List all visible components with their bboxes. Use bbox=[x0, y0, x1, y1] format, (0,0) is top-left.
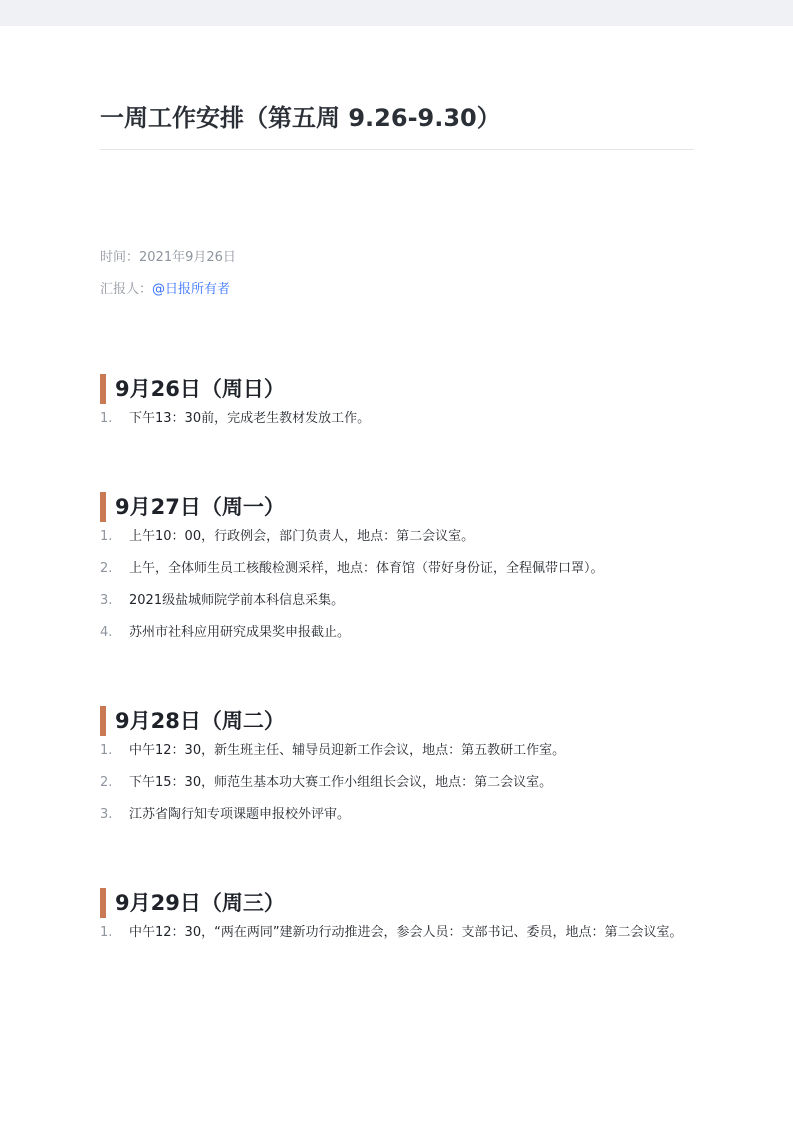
list-item-text: 中午12：30，“两在两同”建新功行动推进会，参会人员：支部书记、委员，地点：第二会议室。 bbox=[129, 925, 683, 940]
day-heading-text: 9月29日（周三） bbox=[115, 891, 285, 915]
list-number: 1. bbox=[100, 925, 113, 940]
list-number: 3. bbox=[100, 807, 113, 822]
list-number: 1. bbox=[100, 743, 113, 758]
list-item-text: 下午13：30前，完成老生教材发放工作。 bbox=[129, 411, 371, 426]
list-item bbox=[100, 526, 694, 548]
list-item bbox=[100, 772, 694, 794]
list-item bbox=[100, 740, 694, 762]
day-section-tuesday bbox=[100, 704, 694, 826]
task-list bbox=[100, 526, 694, 644]
list-number: 2. bbox=[100, 775, 113, 790]
top-bar bbox=[0, 0, 793, 26]
list-item-text: 苏州市社科应用研究成果奖申报截止。 bbox=[129, 625, 351, 640]
list-number: 2. bbox=[100, 561, 113, 576]
heading-accent-bar bbox=[100, 706, 106, 736]
day-section-wednesday bbox=[100, 886, 694, 944]
day-heading bbox=[100, 490, 694, 524]
heading-accent-bar bbox=[100, 374, 106, 404]
list-number: 4. bbox=[100, 625, 113, 640]
list-item-text: 2021级盐城师院学前本科信息采集。 bbox=[129, 593, 345, 608]
task-list bbox=[100, 408, 694, 430]
day-section-sunday bbox=[100, 372, 694, 430]
title-divider bbox=[100, 149, 694, 150]
list-item bbox=[100, 558, 694, 580]
meta-reporter bbox=[100, 280, 230, 300]
time-value: 2021年9月26日 bbox=[139, 250, 236, 265]
list-item-text: 中午12：30，新生班主任、辅导员迎新工作会议，地点：第五教研工作室。 bbox=[129, 743, 566, 758]
list-item bbox=[100, 590, 694, 612]
task-list bbox=[100, 922, 694, 944]
day-heading bbox=[100, 372, 694, 406]
list-item-text: 江苏省陶行知专项课题申报校外评审。 bbox=[129, 807, 351, 822]
list-number: 1. bbox=[100, 529, 113, 544]
day-heading bbox=[100, 704, 694, 738]
meta-time bbox=[100, 248, 236, 268]
list-number: 3. bbox=[100, 593, 113, 608]
day-section-monday bbox=[100, 490, 694, 644]
day-heading-text: 9月28日（周二） bbox=[115, 709, 285, 733]
heading-accent-bar bbox=[100, 888, 106, 918]
list-item bbox=[100, 622, 694, 644]
list-item-text: 下午15：30，师范生基本功大赛工作小组组长会议，地点：第二会议室。 bbox=[129, 775, 553, 790]
list-item bbox=[100, 804, 694, 826]
list-item-text: 上午，全体师生员工核酸检测采样，地点：体育馆（带好身份证，全程佩带口罩）。 bbox=[129, 561, 604, 576]
heading-accent-bar bbox=[100, 492, 106, 522]
list-item-text: 上午10：00，行政例会，部门负责人，地点：第二会议室。 bbox=[129, 529, 475, 544]
reporter-label: 汇报人： bbox=[100, 282, 153, 297]
day-heading bbox=[100, 886, 694, 920]
reporter-mention-link[interactable]: @日报所有者 bbox=[152, 282, 231, 297]
list-number: 1. bbox=[100, 411, 113, 426]
day-heading-text: 9月27日（周一） bbox=[115, 495, 285, 519]
task-list bbox=[100, 740, 694, 826]
page-title: 一周工作安排（第五周 9.26-9.30） bbox=[100, 104, 501, 132]
time-label: 时间： bbox=[100, 250, 140, 265]
day-heading-text: 9月26日（周日） bbox=[115, 377, 285, 401]
list-item bbox=[100, 922, 694, 944]
list-item bbox=[100, 408, 694, 430]
